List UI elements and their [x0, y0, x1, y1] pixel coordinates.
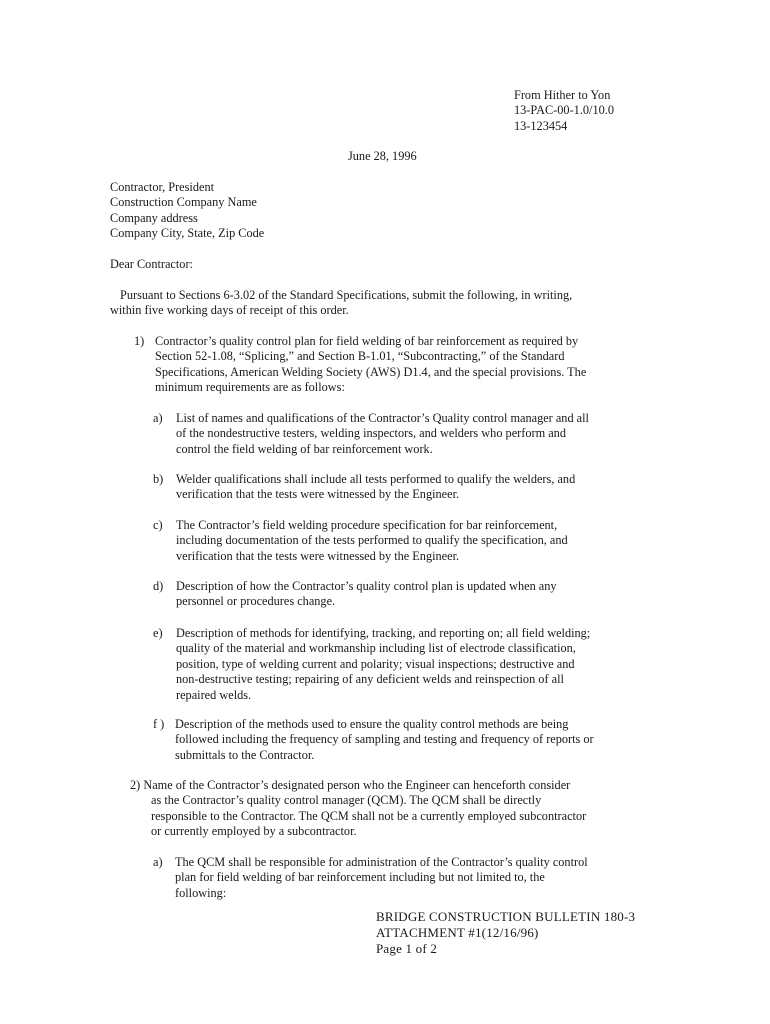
- item-2-subitem-a-text: [175, 855, 588, 901]
- subitem-line: plan for field welding of bar reinforcement including but not limited to, the: [175, 870, 545, 885]
- item-line: minimum requirements are as follows:: [155, 380, 345, 395]
- subitem-c-text: [176, 518, 568, 564]
- footer-line: BRIDGE CONSTRUCTION BULLETIN 180-3: [376, 909, 636, 924]
- subitem-line: non-destructive testing; repairing of any deficient welds and reinspection of all: [176, 672, 564, 687]
- item-line: Specifications, American Welding Society (AWS) D1.4, and the special provisions. The: [155, 364, 587, 379]
- address-line: Construction Company Name: [110, 195, 257, 210]
- letter-date: June 28, 1996: [348, 149, 417, 163]
- address-line: Company address: [110, 210, 198, 225]
- subitem-line: verification that the tests were witnessed by the Engineer.: [176, 487, 460, 502]
- item-1-number: 1): [134, 334, 145, 348]
- subitem-line: Description of how the Contractor’s quality control plan is updated when any: [176, 579, 557, 593]
- intro-line: within five working days of receipt of this order.: [110, 303, 349, 318]
- subitem-line: followed including the frequency of sampling and testing and frequency of reports or: [175, 732, 594, 747]
- subitem-line: Description of methods for identifying, tracking, and reporting on; all field welding;: [176, 626, 591, 640]
- subitem-line: List of names and qualifications of the Contractor’s Quality control manager and all: [176, 411, 589, 425]
- item-line: or currently employed by a subcontractor.: [151, 824, 357, 839]
- item-2-subitem-a-label: a): [153, 855, 163, 869]
- subitem-d-text: [176, 579, 557, 610]
- item-line: 2) Name of the Contractor’s designated person who the Engineer can henceforth consider: [130, 778, 571, 792]
- subitem-line: Welder qualifications shall include all tests performed to qualify the welders, and: [176, 472, 576, 486]
- header-line: 13-PAC-00-1.0/10.0: [514, 103, 614, 118]
- subitem-line: personnel or procedures change.: [176, 594, 336, 609]
- footer-line: ATTACHMENT #1(12/16/96): [376, 925, 539, 940]
- subitem-e-label: e): [153, 626, 163, 640]
- item-line: Section 52-1.08, “Splicing,” and Section B-1.01, “Subcontracting,” of the Standard: [155, 349, 565, 364]
- subitem-a-label: a): [153, 411, 163, 425]
- subitem-f-text: [175, 717, 594, 763]
- subitem-line: control the field welding of bar reinforcement work.: [176, 441, 433, 456]
- subitem-line: including documentation of the tests performed to qualify the specification, and: [176, 533, 568, 548]
- subitem-line: submittals to the Contractor.: [175, 747, 315, 762]
- header-line: 13-123454: [514, 118, 568, 133]
- subitem-line: repaired welds.: [176, 687, 252, 702]
- address-line: Contractor, President: [110, 180, 215, 194]
- item-line: responsible to the Contractor. The QCM shall not be a currently employed subcontractor: [151, 808, 587, 823]
- subitem-d-label: d): [153, 579, 164, 593]
- subitem-f-label: f ): [153, 717, 165, 731]
- item-2-text: [130, 778, 586, 840]
- subitem-line: following:: [175, 885, 227, 900]
- subitem-line: position, type of welding current and polarity; visual inspections; destructive and: [176, 656, 575, 671]
- page-number: Page 1 of 2: [376, 941, 438, 956]
- subitem-c-label: c): [153, 518, 163, 532]
- header-line: From Hither to Yon: [514, 88, 611, 102]
- item-1-text: [155, 334, 586, 396]
- subitem-line: verification that the tests were witnessed by the Engineer.: [176, 548, 460, 563]
- item-line: Contractor’s quality control plan for field welding of bar reinforcement as required by: [155, 334, 579, 348]
- subitem-b-text: [176, 472, 575, 503]
- subitem-a-text: [176, 411, 589, 457]
- salutation: Dear Contractor:: [110, 257, 193, 271]
- subitem-line: Description of the methods used to ensure the quality control methods are being: [175, 717, 569, 731]
- intro-paragraph: [110, 288, 572, 319]
- subitem-line: The Contractor’s field welding procedure specification for bar reinforcement,: [176, 518, 558, 532]
- subitem-b-label: b): [153, 472, 164, 486]
- reference-header: [514, 88, 614, 134]
- subitem-line: The QCM shall be responsible for administration of the Contractor’s quality control: [175, 855, 588, 869]
- subitem-line: of the nondestructive testers, welding inspectors, and welders who perform and: [176, 426, 566, 441]
- subitem-e-text: [176, 626, 590, 703]
- address-line: Company City, State, Zip Code: [110, 226, 265, 241]
- item-line: as the Contractor’s quality control manager (QCM). The QCM shall be directly: [151, 793, 542, 808]
- bulletin-footer: [376, 909, 635, 957]
- recipient-address: [110, 180, 264, 242]
- intro-line: Pursuant to Sections 6-3.02 of the Standard Specifications, submit the following, in writing,: [120, 288, 573, 302]
- subitem-line: quality of the material and workmanship including list of electrode classification,: [176, 641, 576, 656]
